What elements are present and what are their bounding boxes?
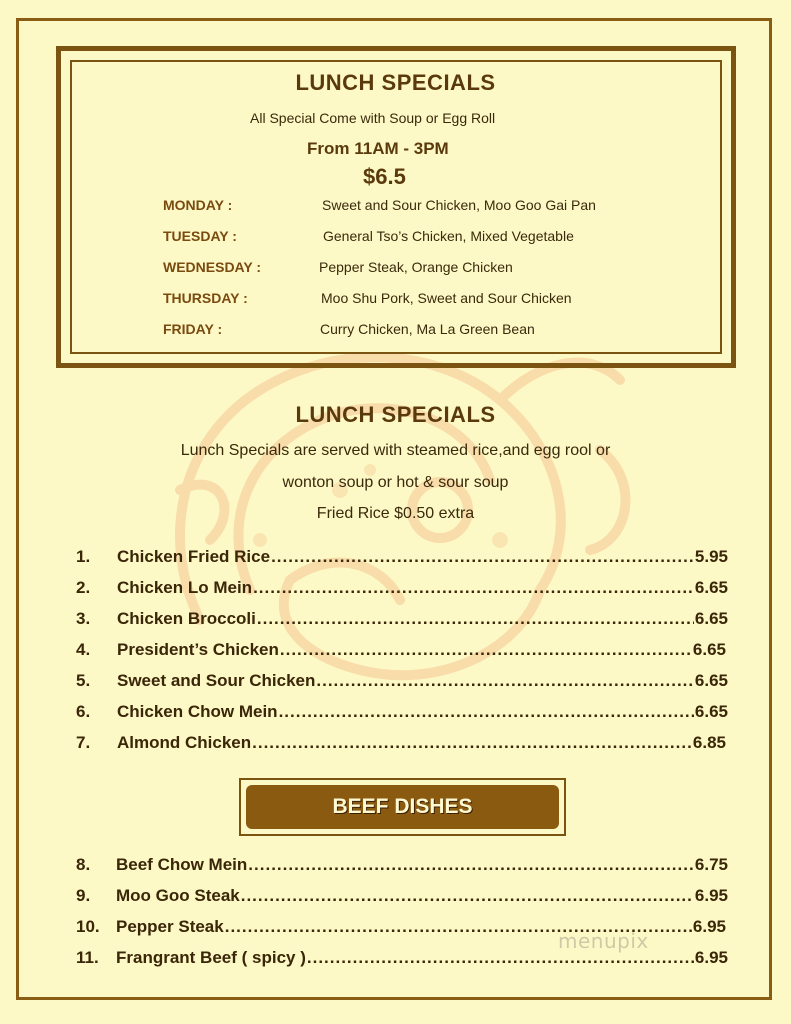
day-dishes: Moo Shu Pork, Sweet and Sour Chicken: [321, 290, 572, 306]
menu-item-number: 6.: [76, 702, 91, 721]
menu-item-number: 3.: [76, 609, 91, 628]
menu-item-name: Chicken Broccoli: [117, 609, 256, 628]
beef-dishes-header-frame: [239, 778, 566, 836]
menu-item-name: Sweet and Sour Chicken: [117, 671, 316, 690]
dot-leader: [241, 886, 694, 906]
menu-item-name: President’s Chicken: [117, 640, 279, 659]
menu-item-name: Beef Chow Mein: [116, 855, 248, 874]
day-name: TUESDAY :: [163, 228, 237, 244]
menu-item-number: 2.: [76, 578, 91, 597]
menu-item-name: Chicken Lo Mein: [117, 578, 253, 597]
menu-item-price: 6.65: [694, 609, 728, 628]
menu-item-number: 1.: [76, 547, 91, 566]
daily-specials-title: LUNCH SPECIALS: [295, 70, 496, 95]
menu-item: [76, 640, 726, 664]
menu-item-price: 6.65: [694, 702, 728, 721]
lunch-note-line-1: Lunch Specials are served with steamed rice,and egg rool or: [180, 442, 611, 459]
daily-specials-price: $6.5: [363, 164, 406, 189]
menu-item-name: Almond Chicken: [117, 733, 252, 752]
beef-dishes-header: BEEF DISHES: [246, 785, 559, 829]
menu-item-price: 5.95: [694, 547, 728, 566]
menu-item-number: 10.: [76, 917, 100, 936]
lunch-note-line-2: wonton soup or hot & sour soup: [282, 474, 509, 491]
day-dishes: Pepper Steak, Orange Chicken: [319, 259, 513, 275]
menu-item: [76, 702, 728, 726]
menu-item: [76, 578, 728, 602]
menu-item-number: 4.: [76, 640, 91, 659]
menu-item-number: 5.: [76, 671, 91, 690]
menu-item-price: 6.65: [694, 671, 728, 690]
menu-item-name: Frangrant Beef ( spicy ): [116, 948, 306, 967]
dot-leader: [280, 640, 692, 660]
lunch-note-line-3: Fried Rice $0.50 extra: [316, 505, 475, 522]
lunch-section-title: LUNCH SPECIALS: [295, 402, 496, 427]
menu-item: [76, 733, 726, 757]
dot-leader: [316, 671, 694, 691]
day-name: WEDNESDAY :: [163, 259, 262, 275]
menu-item-number: 11.: [76, 948, 99, 967]
dot-leader: [257, 609, 694, 629]
menu-item-price: 6.85: [692, 733, 726, 752]
menu-item: [76, 855, 728, 879]
menupix-watermark: menupix: [558, 929, 649, 953]
menu-item-name: Chicken Fried Rice: [117, 547, 271, 566]
dot-leader: [279, 702, 694, 722]
day-name: MONDAY :: [163, 197, 233, 213]
menu-item-name: Chicken Chow Mein: [117, 702, 278, 721]
dot-leader: [252, 733, 692, 753]
menu-item-price: 6.95: [694, 886, 728, 905]
menu-item-price: 6.75: [694, 855, 728, 874]
daily-specials-subtitle: All Special Come with Soup or Egg Roll: [250, 110, 496, 126]
day-name: FRIDAY :: [163, 321, 223, 337]
day-dishes: General Tso’s Chicken, Mixed Vegetable: [323, 228, 574, 244]
menu-item-price: 6.95: [694, 948, 728, 967]
menu-item: [76, 671, 728, 695]
menu-item-number: 8.: [76, 855, 91, 874]
menu-item: [76, 609, 728, 633]
day-dishes: Curry Chicken, Ma La Green Bean: [320, 321, 535, 337]
menu-item: [76, 886, 728, 910]
menu-item-number: 7.: [76, 733, 91, 752]
menu-item-name: Pepper Steak: [116, 917, 224, 936]
dot-leader: [253, 578, 694, 598]
day-dishes: Sweet and Sour Chicken, Moo Goo Gai Pan: [322, 197, 596, 213]
menu-item-name: Moo Goo Steak: [116, 886, 240, 905]
menu-item-price: 6.65: [694, 578, 728, 597]
dot-leader: [271, 547, 694, 567]
menu-item-number: 9.: [76, 886, 91, 905]
menu-item-price: 6.95: [692, 917, 726, 936]
dot-leader: [248, 855, 694, 875]
menu-item: [76, 547, 728, 571]
day-name: THURSDAY :: [163, 290, 248, 306]
daily-specials-hours: From 11AM - 3PM: [307, 139, 449, 158]
menu-item-price: 6.65: [692, 640, 726, 659]
